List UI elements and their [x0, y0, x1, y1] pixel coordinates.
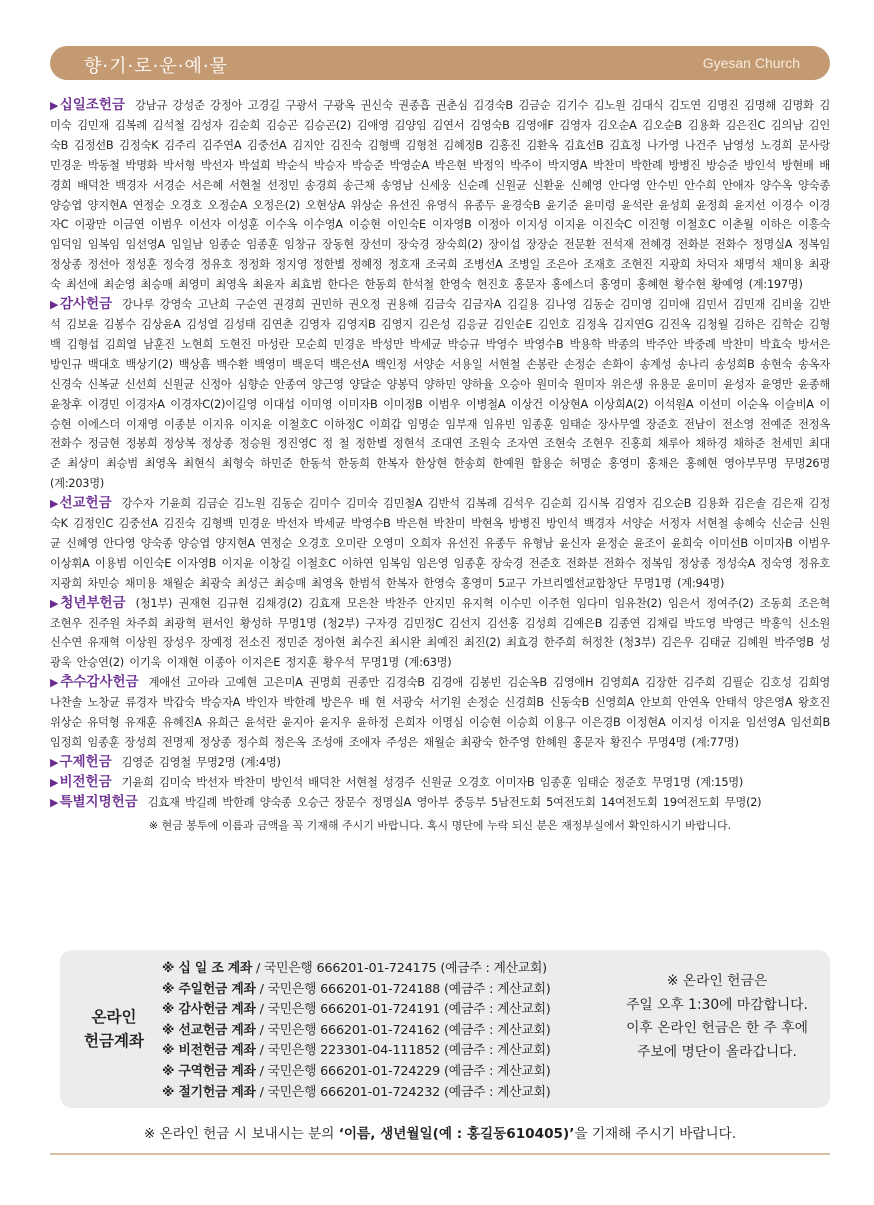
triangle-icon: ▶ — [50, 497, 59, 511]
triangle-icon: ▶ — [50, 755, 59, 769]
account-row: ※ 절기헌금 계좌 / 국민은행 666201-01-724232 (예금주 : 계산교회) — [162, 1084, 551, 1100]
section-title: 구제헌금 — [59, 753, 112, 770]
section-names: 강남규 강성준 강정아 고경길 구광서 구광옥 권신숙 권종흡 권춘심 김경숙B 김금순 김기수 김노원 김대식 김도연 김명진 김명해 김명화 김미숙 김민재 김복례 김석철 김성자 김순희 김승곤 김승곤(2) 김애영 김양임 김연서 김영숙B 김영애F 김영자 김오순A 김오순B 김용화 김은진C 김의남 김인숙B 김정선B 김정숙K 김주리 김주연A 김중선A 김지안 김진숙 김형백 김형천 김혜정B 김홍진 김환옥 김효선B 김효정 나가영 나건주 남영성 노경희 문사랑 민경운 박동철 박명화 박서형 박선자 박설희 박순식 박승자 박승준 박영순A 박은현 박정익 박주이 박지영A 박찬미 박한례 방병진 방승준 방인석 방현배 배경희 배덕찬 백경자 서경순 서은혜 서현철 선정민 송경희 송근채 송영남 신세웅 신순례 신원균 신환윤 신혜영 안다영 안수빈 안수희 안애자 양수옥 양숙종 양승엽 양지현A 연정순 오경호 오정순A 오정은(2) 오현상A 위상순 유선진 유영식 유종두 윤경숙B 윤기준 윤미령 윤석란 윤성희 윤정희 윤지선 이경수 이경자C 이광만 이금연 이범우 이선자 이성훈 이수옥 이수영A 이승현 이인숙E 이자영B 이정아 이지성 이지윤 이진숙C 이진형 이철호C 이춘월 이하은 이흥숙 임덕임 임복임 임선영A 임일남 임종순 임종훈 임창규 장동현 장선미 장숙경 장숙희(2) 장이섭 장장순 전문환 전석재 전혜경 전화분 전화수 정명실A 정복임 정상종 정선아 정성훈 정숙경 정유호 정정화 정지영 정한별 정혜정 정호재 조국희 조병선A 조병일 조은아 조재호 조현진 지광희 차덕자 채명석 채미용 최광숙 최선애 최순영 최승매 최영미 최영옥 최윤자 최효범 한다은 한동희 한석철 한영숙 현진호 홍문자 홍에스더 홍영미 홍혜현 황수현 황예영 (계:197명) — [50, 99, 830, 292]
section-title: 비전헌금 — [59, 773, 112, 790]
section-names: (청1부) 권재현 김규현 김채경(2) 김효재 모은찬 박찬주 안지민 유지혁 이수민 이주헌 임다미 임유찬(2) 임은서 정여주(2) 조동희 조은혁 조현우 진주원 차주희 최광혁 편서인 황성하 무명1명 (청2부) 구자경 김민정C 김선지 김선홍 김성희 김예은B 김종연 김채림 박도영 박영근 박홍익 신소원 신수연 유재혁 이상원 장성우 장예정 전소진 정민준 정아현 최수진 최시완 최예진 최진(2) 최효경 한주희 허정찬 (청3부) 김은우 김태균 김혜원 박주영B 성광욱 안승연(2) 이기욱 이재현 이종아 이지은E 정지훈 황우석 무명1명 (계:63명) — [50, 596, 830, 670]
page-header — [50, 46, 830, 80]
triangle-icon: ▶ — [50, 99, 59, 112]
triangle-icon: ▶ — [50, 676, 60, 690]
triangle-icon: ▶ — [50, 298, 59, 312]
section-relief — [50, 753, 830, 773]
account-row: ※ 비전헌금 계좌 / 국민은행 223301-04-111852 (예금주 : 계산교회) — [162, 1043, 551, 1059]
triangle-icon: ▶ — [50, 795, 59, 809]
church-name: Gyesan Church — [702, 55, 800, 71]
divider — [50, 1153, 830, 1155]
envelope-notice: ※ 현금 봉투에 이름과 금액을 꼭 기재해 주시기 바랍니다. 혹시 명단에 누락 되신 분은 재정부실에서 확인하시기 바랍니다. — [148, 818, 732, 832]
section-mission — [50, 494, 830, 594]
section-special — [50, 793, 830, 813]
section-names: 김영준 김영철 무명2명 (계:4명) — [121, 755, 281, 769]
account-row: ※ 주일헌금 계좌 / 국민은행 666201-01-724188 (예금주 : 계산교회) — [162, 981, 551, 997]
triangle-icon: ▶ — [50, 596, 60, 610]
triangle-icon: ▶ — [50, 775, 59, 789]
section-title: 특별지명헌금 — [59, 793, 138, 810]
account-row: ※ 선교헌금 계좌 / 국민은행 666201-01-724162 (예금주 : 계산교회) — [162, 1022, 551, 1038]
offering-list — [50, 96, 830, 833]
section-title: 선교헌금 — [59, 495, 112, 512]
section-names: 김효재 박길례 박한례 양숙종 오승근 장문수 정명실A 영아부 중등부 5남전도회 5여전도회 14여전도회 19여전도회 무명(2) — [147, 795, 762, 809]
account-row: ※ 감사헌금 계좌 / 국민은행 666201-01-724191 (예금주 : 계산교회) — [162, 1002, 551, 1018]
section-names: 강나루 강영숙 고난희 구순연 권경희 권민하 권오정 권용해 김금숙 김금자A 김길용 김나영 김동순 김미영 김미애 김민서 김민재 김비울 김반석 김보윤 김봉수 김상윤A 김성열 김성태 김연춘 김영자 김영지B 김영지 김은성 김응균 김인순E 김인호 김정옥 김지연G 김진옥 김청월 김하은 김학순 김형백 김형섭 김희열 남훈진 노현희 도현진 마성란 모순희 민경운 박성만 박세균 박승규 박영수 박영수B 박용학 박종의 박주안 박중례 박찬미 박효숙 방서은 방인규 백대호 백상기(2) 백상흠 백수환 백영미 백운덕 백은선A 백인정 서양순 서용일 서현철 손봉란 손정순 손화이 송계성 송나리 송성희B 송현숙 송옥자 신경숙 신복균 신선희 신원균 신정아 심향순 안종여 양근영 양달순 양봉덕 양하민 양하율 오승아 원미숙 원미자 위은생 유용문 윤미미 윤성자 윤영만 윤종해 윤창후 이경민 이경자A 이경자C(2)이길영 이대섭 이미영 이미자B 이미정B 이범우 이병철A 이상건 이상현A 이상희A(2) 이석원A 이선미 이순옥 이슬비A 이승현 이에스더 이재영 이종분 이지유 이지윤 이철호C 이하정C 이희갑 임명순 임부재 임유빈 임종훈 임태순 장사무엘 장준호 전남이 전소영 전예준 전정옥 전화수 정금현 정봉희 정상복 정상종 정승원 정진영C 정 철 정한별 정현석 조대연 조원숙 조자연 조현숙 조현우 진홍희 채루아 채하경 채하준 천세민 최대준 최상미 최승범 최영옥 최현식 최형숙 하민준 한동석 한동희 한복자 한상현 한송희 한예원 함용순 허명순 홍영미 홍채은 홍혜현 영아부무명 무명26명 (계:203명) — [50, 298, 830, 491]
account-row: ※ 구역헌금 계좌 / 국민은행 666201-01-724229 (예금주 : 계산교회) — [162, 1063, 551, 1079]
account-row: ※ 십 일 조 계좌 / 국민은행 666201-01-724175 (예금주 : 계산교회) — [162, 961, 547, 976]
online-deadline-note: ※ 온라인 헌금은 주일 오후 1:30에 마감합니다. 이후 온라인 헌금은 한 주 후에 주보에 명단이 올라갑니다. — [626, 973, 808, 1060]
section-title: 청년부헌금 — [60, 594, 126, 611]
section-vision — [50, 773, 830, 793]
section-title: 추수감사헌금 — [60, 674, 139, 691]
account-list — [162, 959, 551, 1103]
section-thanks — [50, 295, 830, 494]
section-names: 계애선 고아라 고예현 고은미A 권명희 권종만 김경숙B 김경애 김봉빈 김순옥B 김영애H 김영희A 김장한 김주희 김필순 김호성 김희영 나찬솔 노창균 류경자 박갑숙 박승자A 박인자 박한례 방은우 배 현 서광숙 서기원 손정순 신경희B 신동숙B 신영희A 안보희 안연옥 안태석 양은영A 왕호진 위상순 유덕형 유재훈 유혜진A 유희근 윤석란 윤지아 윤지우 윤하정 은희자 이명심 이승현 이승희 이용구 이은경B 이정현A 이지성 이지윤 임선영A 임선희B 임정희 임종훈 장성희 전명제 정상종 정수희 정은옥 조성애 조애자 주성은 채월순 최광숙 한주영 한혜원 홍문자 황진수 무명4명 (계:77명) — [50, 676, 830, 749]
online-account-box — [60, 950, 830, 1108]
section-harvest — [50, 673, 830, 753]
page-title: 향·기·로·운·예·물 — [84, 56, 228, 77]
online-account-label: 온라인 헌금계좌 — [84, 1008, 144, 1050]
section-tithe — [50, 96, 830, 295]
section-names: 기윤희 김미숙 박선자 박찬미 방인석 배덕찬 서현철 성경주 신원균 오경호 이미자B 임종훈 임태순 정준호 무명1명 (계:15명) — [121, 775, 744, 789]
section-youth — [50, 594, 830, 674]
section-title: 십일조헌금 — [59, 97, 125, 113]
online-giving-note: ※ 온라인 헌금 시 보내시는 분의 ‘이름, 생년월일(예 : 홍길동610405)’을 기재해 주시기 바랍니다. — [143, 1126, 737, 1142]
section-names: 강수자 기윤희 김금순 김노원 김동순 김미수 김미숙 김민철A 김반석 김복례 김석우 김순희 김시복 김영자 김오순B 김용화 김은솔 김은재 김정숙K 김정인C 김중선A 김진숙 김형백 민경운 박선자 박세균 박영수B 박은현 박찬미 박현옥 방병진 방인석 백경자 서양순 서정자 서현철 송혜숙 신순금 신원균 신혜영 안다영 양숙종 양승엽 양지현A 연정순 오경호 오미란 오영미 오희자 유선진 유종두 유형남 윤신자 윤정순 윤조이 윤희숙 이미선B 이미자B 이범우 이상휘A 이용범 이인숙E 이자영B 이지윤 이창길 이철호C 이하연 임복임 임은영 임종훈 장숙경 전준호 전화분 전화수 정복임 정상종 정성숙A 정숙영 정유호 지광희 차민승 채미용 채월순 최광숙 최성근 최승매 최영옥 한범석 한복자 한영숙 홍영미 5교구 가브리엘선교합창단 무명1명 (계:94명) — [50, 497, 830, 590]
section-title: 감사헌금 — [59, 296, 113, 313]
